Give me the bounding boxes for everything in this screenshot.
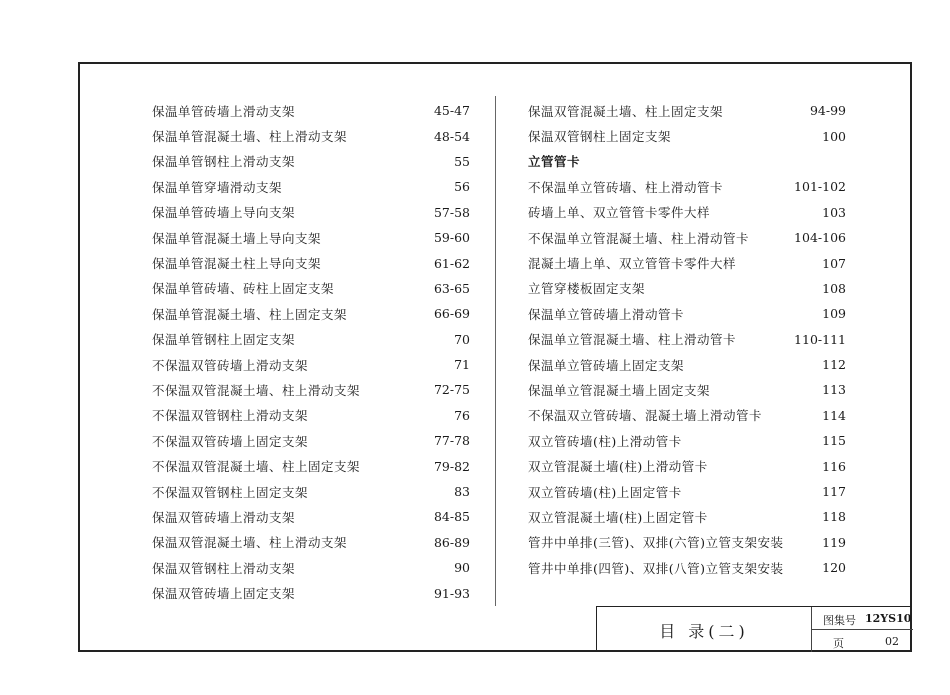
toc-entry <box>152 504 470 529</box>
toc-entry-page: 107 <box>822 255 846 271</box>
toc-entry-title: 保温单管穿墙滑动支架 <box>152 179 283 195</box>
page-label: 页 <box>833 637 844 650</box>
toc-entry <box>152 276 470 301</box>
toc-entry-title: 保温双管砖墙上固定支架 <box>152 586 296 602</box>
toc-entry-title: 不保温双管混凝土墙、柱上滑动支架 <box>152 382 361 398</box>
toc-entry-page: 109 <box>822 306 846 322</box>
toc-entry-title: 保温单管钢柱上固定支架 <box>152 332 296 348</box>
toc-entry <box>152 555 470 580</box>
toc-entry <box>152 301 470 326</box>
toc-entry <box>528 403 846 428</box>
toc-entry-page: 55 <box>454 153 470 169</box>
toc-entry-page: 108 <box>822 280 846 296</box>
toc-entry-title: 立管穿楼板固定支架 <box>528 281 646 297</box>
toc-entry-page: 56 <box>454 179 470 195</box>
toc-entry-title: 保温双管混凝土墙、柱上滑动支架 <box>152 535 348 551</box>
toc-entry-page: 76 <box>454 407 470 423</box>
toc-entry <box>528 98 846 123</box>
toc-entry-page: 77-78 <box>433 433 470 449</box>
toc-entry-title: 保温双管钢柱上滑动支架 <box>152 560 296 576</box>
toc-entry-page: 70 <box>454 331 470 347</box>
page-number-value: 02 <box>885 635 899 648</box>
toc-entry-title: 不保温双管钢柱上滑动支架 <box>152 408 309 424</box>
toc-entry <box>528 225 846 250</box>
toc-entry-page: 48-54 <box>433 128 470 144</box>
toc-entry-page: 91-93 <box>433 585 470 601</box>
toc-entry-page: 115 <box>822 433 846 449</box>
toc-entry <box>152 200 470 225</box>
toc-entry-page: 103 <box>822 204 846 220</box>
toc-entry-page: 110-111 <box>794 331 846 347</box>
toc-entry-title: 双立管砖墙(柱)上固定管卡 <box>528 484 682 500</box>
toc-entry-page: 117 <box>822 484 846 500</box>
toc-entry-title: 保温单立管砖墙上固定支架 <box>528 357 685 373</box>
toc-entry <box>152 453 470 478</box>
toc-entry <box>152 327 470 352</box>
toc-entry <box>152 377 470 402</box>
toc-entry-title: 保温单管混凝土柱上导向支架 <box>152 256 322 272</box>
toc-entry-page: 79-82 <box>433 458 470 474</box>
atlas-number-value: 12YS10 <box>865 612 912 625</box>
toc-entry-title: 不保温双管砖墙上滑动支架 <box>152 357 309 373</box>
toc-entry-page: 61-62 <box>433 255 470 271</box>
toc-entry <box>528 504 846 529</box>
toc-section-heading <box>528 149 846 174</box>
toc-entry-page: 63-65 <box>433 280 470 296</box>
toc-entry <box>152 352 470 377</box>
toc-entry-title: 保温双管钢柱上固定支架 <box>528 129 672 145</box>
toc-entry <box>152 403 470 428</box>
title-block-row-divider <box>811 629 913 630</box>
toc-entry <box>528 479 846 504</box>
toc-entry <box>528 327 846 352</box>
title-block <box>596 606 912 652</box>
toc-right-column <box>528 98 846 580</box>
toc-entry <box>152 580 470 605</box>
toc-entry <box>528 200 846 225</box>
toc-entry-page: 66-69 <box>433 306 470 322</box>
toc-entry-page: 59-60 <box>433 230 470 246</box>
toc-entry-title: 双立管混凝土墙(柱)上滑动管卡 <box>528 459 708 475</box>
toc-entry-title: 保温单管砖墙上导向支架 <box>152 205 296 221</box>
column-divider <box>495 96 496 606</box>
toc-entry-page: 112 <box>822 357 846 373</box>
toc-entry <box>152 174 470 199</box>
toc-entry-title: 混凝土墙上单、双立管管卡零件大样 <box>528 256 737 272</box>
toc-entry <box>528 530 846 555</box>
toc-entry-title: 保温单管砖墙上滑动支架 <box>152 103 296 119</box>
toc-entry-title: 保温单管钢柱上滑动支架 <box>152 154 296 170</box>
toc-entry-title: 保温单管混凝土墙、柱上滑动支架 <box>152 129 348 145</box>
toc-left-column <box>152 98 470 606</box>
toc-entry <box>152 149 470 174</box>
toc-entry <box>528 352 846 377</box>
toc-entry <box>528 250 846 275</box>
toc-entry <box>152 479 470 504</box>
toc-entry-page: 113 <box>822 382 846 398</box>
toc-entry <box>528 276 846 301</box>
toc-entry <box>152 225 470 250</box>
toc-entry-title: 保温单立管混凝土墙、柱上滑动管卡 <box>528 332 737 348</box>
toc-entry-page: 100 <box>822 128 846 144</box>
toc-entry-page: 120 <box>822 560 846 576</box>
toc-entry <box>152 530 470 555</box>
toc-entry <box>528 428 846 453</box>
toc-entry-title: 保温单管混凝土墙上导向支架 <box>152 230 322 246</box>
toc-entry <box>528 555 846 580</box>
toc-entry-title: 立管管卡 <box>528 154 581 170</box>
toc-entry <box>528 377 846 402</box>
toc-entry-title: 保温双管砖墙上滑动支架 <box>152 509 296 525</box>
toc-entry-page: 71 <box>454 357 470 373</box>
toc-entry-title: 不保温双管砖墙上固定支架 <box>152 433 309 449</box>
toc-entry-page: 90 <box>454 560 470 576</box>
toc-entry-title: 保温双管混凝土墙、柱上固定支架 <box>528 103 724 119</box>
toc-entry-title: 保温单管混凝土墙、柱上固定支架 <box>152 306 348 322</box>
toc-entry <box>528 174 846 199</box>
toc-entry-title: 不保温单立管混凝土墙、柱上滑动管卡 <box>528 230 750 246</box>
toc-entry-page: 104-106 <box>794 230 846 246</box>
toc-entry <box>528 453 846 478</box>
toc-entry-title: 双立管砖墙(柱)上滑动管卡 <box>528 433 682 449</box>
toc-entry-page: 118 <box>822 509 846 525</box>
toc-entry-page: 119 <box>822 534 846 550</box>
toc-entry <box>528 301 846 326</box>
toc-entry <box>152 250 470 275</box>
toc-entry-title: 不保温双管钢柱上固定支架 <box>152 484 309 500</box>
toc-entry-page: 86-89 <box>433 534 470 550</box>
atlas-number-label: 图集号 <box>823 614 856 627</box>
toc-entry <box>152 123 470 148</box>
toc-entry-page: 101-102 <box>794 179 846 195</box>
toc-entry-title: 不保温双立管砖墙、混凝土墙上滑动管卡 <box>528 408 763 424</box>
toc-entry-title: 保温单管砖墙、砖柱上固定支架 <box>152 281 335 297</box>
toc-entry-title: 保温单立管砖墙上滑动管卡 <box>528 306 685 322</box>
toc-entry-page: 72-75 <box>433 382 470 398</box>
toc-entry-page: 83 <box>454 484 470 500</box>
toc-entry-title: 双立管混凝土墙(柱)上固定管卡 <box>528 509 708 525</box>
toc-entry-page: 84-85 <box>433 509 470 525</box>
toc-entry-title: 不保温单立管砖墙、柱上滑动管卡 <box>528 179 724 195</box>
toc-entry-page: 116 <box>822 458 846 474</box>
toc-entry-title: 保温单立管混凝土墙上固定支架 <box>528 382 711 398</box>
toc-entry-page: 45-47 <box>433 103 470 119</box>
toc-entry-title: 管井中单排(三管)、双排(六管)立管支架安装 <box>528 535 784 551</box>
toc-entry <box>528 123 846 148</box>
toc-entry <box>152 428 470 453</box>
document-title: 目 录(二) <box>659 621 749 641</box>
toc-entry-page: 57-58 <box>433 204 470 220</box>
toc-entry-page: 94-99 <box>809 103 846 119</box>
toc-entry-page: 114 <box>822 407 846 423</box>
toc-entry-title: 砖墙上单、双立管管卡零件大样 <box>528 205 711 221</box>
toc-entry-title: 管井中单排(四管)、双排(八管)立管支架安装 <box>528 560 784 576</box>
toc-entry-title: 不保温双管混凝土墙、柱上固定支架 <box>152 459 361 475</box>
toc-entry <box>152 98 470 123</box>
